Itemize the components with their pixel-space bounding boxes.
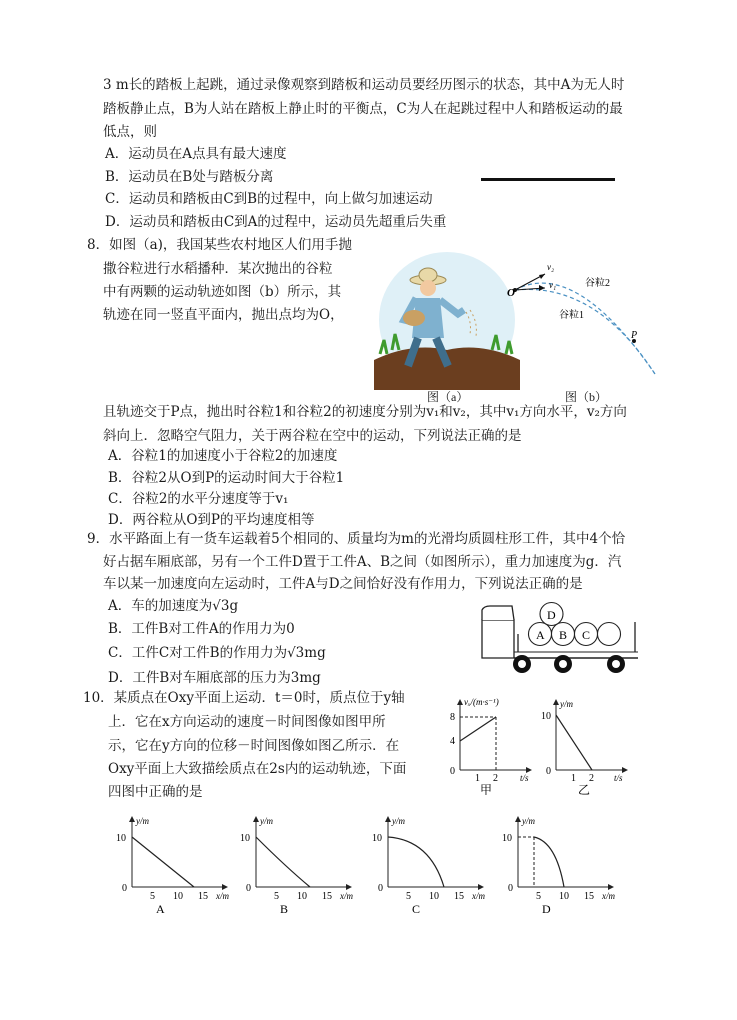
q7-option-b: B．运动员在B处与踏板分离 (105, 169, 274, 185)
q10-graph-yi (538, 695, 638, 795)
yi-line (556, 715, 592, 770)
q7-option-d: D．运动员和踏板由C到A的过程中，运动员先超重后失重 (105, 214, 447, 230)
jia-xtick-1: 1 (475, 773, 480, 784)
xlabel: x/m (472, 891, 485, 901)
yi-xtick-1: 1 (571, 773, 576, 784)
jia-xlabel: t/s (520, 773, 529, 783)
xtick-10: 10 (559, 891, 569, 902)
trajectory-c (388, 837, 444, 887)
q8-figure-a-illustration (372, 250, 522, 390)
q8-label-p: P (631, 330, 638, 341)
q8-label-o: O (507, 287, 515, 299)
q8-option-d: D．两谷粒从O到P的平均速度相等 (108, 512, 315, 528)
answer-graph-a (112, 812, 237, 917)
xtick-10: 10 (297, 891, 307, 902)
origin-label: 0 (122, 883, 127, 894)
q7-line-3: 低点，则 (103, 124, 157, 140)
q9-truck-figure (478, 598, 642, 676)
label-a: A (536, 628, 545, 642)
q8-figure-a-caption: 图（a） (427, 390, 469, 404)
jia-line (460, 717, 496, 741)
ylabel: y/m (260, 816, 273, 826)
xtick-5: 5 (150, 891, 155, 902)
q8-label-grain1: 谷粒1 (559, 310, 584, 321)
xlabel: x/m (340, 891, 353, 901)
jia-ytick-4: 4 (450, 736, 455, 747)
origin-label: 0 (508, 883, 513, 894)
q8-figure-b-caption: 图（b） (565, 390, 608, 404)
truck-cab (482, 620, 514, 658)
jia-ylabel: vₓ/(m·s⁻¹) (464, 697, 499, 707)
label-c: C (582, 628, 591, 642)
q10-line-3: 示，它在y方向的位移－时间图像如图乙所示．在 (108, 738, 400, 754)
q8-label-grain2: 谷粒2 (585, 278, 610, 289)
xlabel: x/m (216, 891, 229, 901)
ytick-10: 10 (372, 833, 382, 844)
q7-line-1: 3 m长的踏板上起跳，通过录像观察到踏板和运动员要经历图示的状态，其中A为无人时 (103, 77, 625, 93)
q8-line-1: 8．如图（a)，我国某些农村地区人们用手抛 (87, 237, 352, 253)
label-b: B (559, 628, 568, 642)
jia-ytick-0: 0 (450, 766, 455, 777)
q8-option-a: A．谷粒1的加速度小于谷粒2的加速度 (108, 448, 338, 464)
q8-line-2: 撒谷粒进行水稻播种．某次抛出的谷粒 (103, 261, 333, 277)
yi-ylabel: y/m (560, 699, 573, 709)
q7-option-a: A．运动员在A点具有最大速度 (105, 146, 287, 162)
caption: B (280, 902, 289, 916)
q10-line-5: 四图中正确的是 (108, 784, 203, 800)
q10-line-1: 10．某质点在Oxy平面上运动．t＝0时，质点位于y轴 (83, 690, 405, 706)
xtick-5: 5 (274, 891, 279, 902)
yi-ytick-10: 10 (541, 711, 551, 722)
xtick-5: 5 (406, 891, 411, 902)
yi-xtick-2: 2 (589, 773, 594, 784)
q9-option-a: A．车的加速度为√3g (108, 598, 239, 614)
yi-caption: 乙 (578, 783, 591, 795)
xtick-15: 15 (454, 891, 464, 902)
q9-line-2: 好占据车厢底部，另有一个工件D置于工件A、B之间（如图所示），重力加速度为g．汽 (103, 554, 622, 570)
caption: A (156, 902, 165, 916)
q10-line-4: Oxy平面上大致描绘质点在2s内的运动轨迹，下面 (108, 761, 407, 777)
jia-xtick-2: 2 (493, 773, 498, 784)
label-d: D (547, 608, 556, 622)
q8-line-3: 中有两颗的运动轨迹如图（b）所示，其 (103, 284, 342, 300)
origin-label: 0 (246, 883, 251, 894)
q8-label-v2: v₂ (547, 262, 555, 272)
q8-option-b: B．谷粒2从O到P的运动时间大于谷粒1 (108, 470, 345, 486)
ytick-10: 10 (116, 833, 126, 844)
q8-label-v1: v₁ (549, 280, 557, 290)
q8-line-5: 且轨迹交于P点，抛出时谷粒1和谷粒2的初速度分别为v₁和v₂，其中v₁方向水平，v₂方向 (103, 404, 627, 420)
jia-ytick-8: 8 (450, 712, 455, 723)
ylabel: y/m (136, 816, 149, 826)
q9-line-3: 车以某一加速度向左运动时，工件A与D之间恰好没有作用力，下列说法正确的是 (103, 576, 583, 592)
jia-caption: 甲 (480, 783, 493, 795)
q8-grain2-trajectory (515, 283, 655, 374)
trajectory-a (132, 837, 194, 887)
xtick-15: 15 (198, 891, 208, 902)
caption: D (542, 902, 551, 916)
trajectory-b (256, 837, 310, 887)
q7-figure-board-line (481, 178, 615, 181)
q8-line-6: 斜向上．忽略空气阻力，关于两谷粒在空中的运动，下列说法正确的是 (103, 428, 522, 444)
caption: C (412, 902, 421, 916)
answer-graph-d (498, 812, 623, 917)
ytick-10: 10 (240, 833, 250, 844)
cylinder-4 (598, 623, 621, 646)
origin-label: 0 (378, 883, 383, 894)
xtick-5: 5 (536, 891, 541, 902)
q8-option-c: C．谷粒2的水平分速度等于v₁ (108, 491, 289, 507)
xlabel: x/m (602, 891, 615, 901)
answer-graph-c (368, 812, 493, 917)
yi-ytick-0: 0 (546, 766, 551, 777)
q8-line-4: 轨迹在同一竖直平面内，抛出点均为O， (103, 307, 344, 323)
answer-graph-b (236, 812, 361, 917)
q7-option-c: C．运动员和踏板由C到B的过程中，向上做匀加速运动 (105, 191, 433, 207)
xtick-10: 10 (429, 891, 439, 902)
q7-line-2: 踏板静止点，B为人站在踏板上静止时的平衡点，C为人在起跳过程中人和踏板运动的最 (103, 101, 623, 117)
xtick-15: 15 (584, 891, 594, 902)
xtick-15: 15 (322, 891, 332, 902)
yi-xlabel: t/s (614, 773, 623, 783)
q9-option-b: B．工件B对工件A的作用力为0 (108, 621, 295, 637)
q10-line-2: 上．它在x方向运动的速度－时间图像如图甲所 (108, 714, 386, 730)
q9-option-d: D．工件B对车厢底部的压力为3mg (108, 670, 321, 686)
q10-graph-jia (440, 695, 540, 795)
xtick-10: 10 (173, 891, 183, 902)
q8-figure-b-diagram (505, 252, 665, 382)
ylabel: y/m (522, 816, 535, 826)
ytick-10: 10 (502, 833, 512, 844)
trajectory-d (534, 837, 564, 887)
q9-option-c: C．工件C对工件B的作用力为√3mg (108, 645, 326, 661)
q9-line-1: 9．水平路面上有一货车运载着5个相同的、质量均为m的光滑均质圆柱形工件，其中4个恰 (87, 531, 626, 547)
ylabel: y/m (392, 816, 405, 826)
